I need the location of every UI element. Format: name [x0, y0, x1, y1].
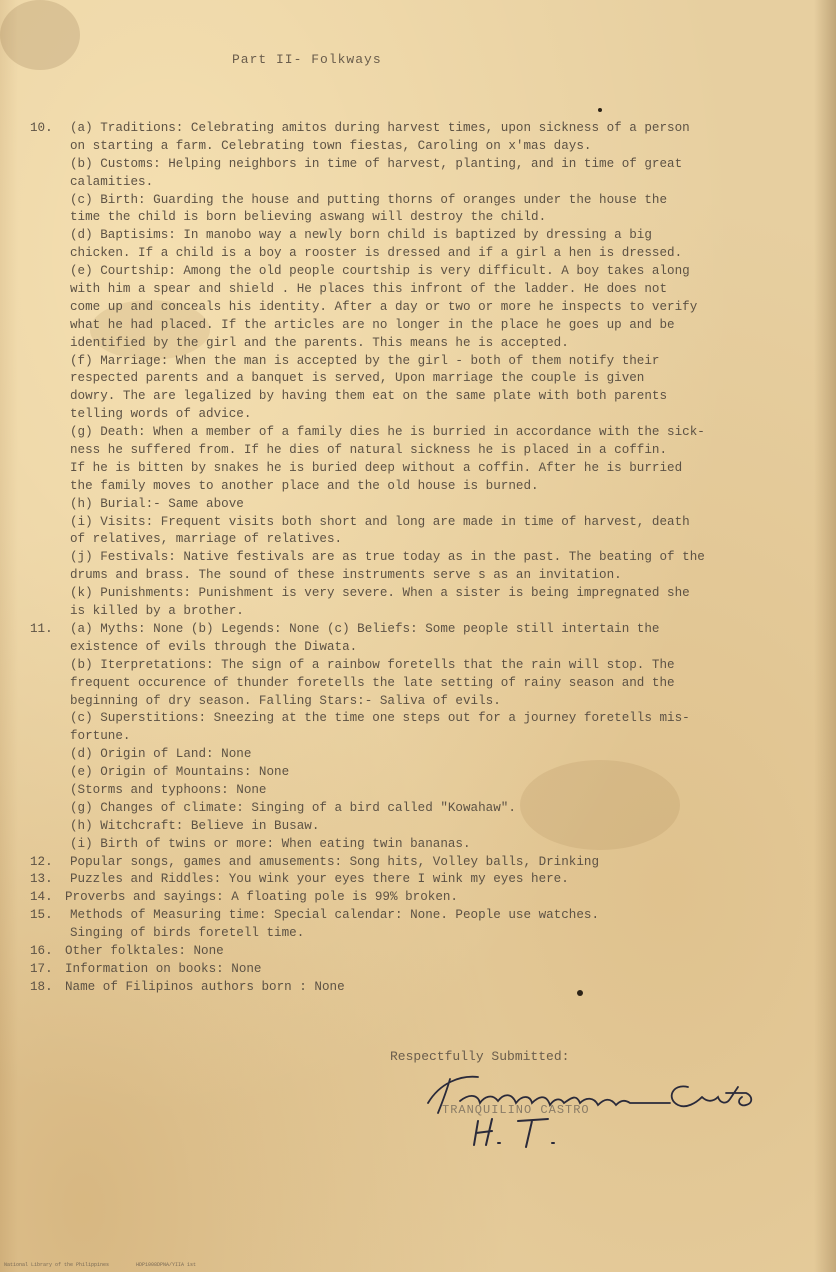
line-text: (d) Baptisims: In manobo way a newly born child is baptized by dressing a big [70, 228, 652, 243]
line-text: fortune. [70, 729, 131, 744]
text-line [30, 782, 820, 800]
text-line [30, 496, 820, 514]
line-text: (a) Traditions: Celebrating amitos during harvest times, upon sickness of a person [70, 121, 690, 135]
text-line [30, 156, 820, 174]
line-text: (h) Witchcraft: Believe in Busaw. [70, 818, 320, 833]
text-line [30, 585, 820, 603]
text-line [30, 192, 820, 210]
line-text: the family moves to another place and the old house is burned. [70, 478, 539, 493]
item-number: 15. [30, 908, 53, 923]
text-line [30, 370, 820, 388]
text-line [30, 764, 820, 782]
text-line [30, 531, 820, 549]
ink-dot [598, 108, 602, 112]
item-number: 11. [30, 621, 53, 636]
text-line [30, 388, 820, 406]
line-text: (g) Death: When a member of a family dies he is burried in accordance with the sick- [70, 425, 705, 440]
submission-label: Respectfully Submitted: [390, 1049, 570, 1064]
text-line [30, 657, 820, 675]
archive-code: HDP1008DPNA/YIIA 1st [136, 1262, 197, 1268]
item-number: 18. [30, 979, 53, 994]
line-text: identified by the girl and the parents. This means he is accepted. [70, 335, 569, 350]
line-text: Proverbs and sayings: A floating pole is 99% broken. [65, 890, 458, 905]
typed-signatory-name: TRANQUILINO CASTRO [442, 1103, 590, 1117]
line-text: (g) Changes of climate: Singing of a bird called "Kowahaw". [70, 800, 516, 815]
text-line [30, 299, 820, 317]
text-line [30, 907, 820, 925]
item-number: 14. [30, 890, 53, 905]
text-line [30, 353, 820, 371]
line-text: telling words of advice. [70, 407, 252, 422]
line-text: come up and conceals his identity. After a day or two or more he inspects to verify [70, 299, 698, 314]
document-body [30, 120, 820, 997]
text-line [30, 603, 820, 621]
text-line [30, 979, 820, 997]
line-text: ness he suffered from. If he dies of natural sickness he is placed in a coffin. [70, 443, 668, 458]
text-line [30, 281, 820, 299]
handwritten-title [470, 1115, 560, 1151]
line-text: (b) Iterpretations: The sign of a rainbow foretells that the rain will stop. The [70, 657, 675, 672]
text-line [30, 424, 820, 442]
line-text: is killed by a brother. [70, 604, 244, 619]
text-line [30, 818, 820, 836]
text-line [30, 335, 820, 353]
line-text: existence of evils through the Diwata. [70, 639, 358, 654]
item-number: 17. [30, 961, 53, 976]
line-text: (i) Birth of twins or more: When eating twin bananas. [70, 836, 471, 851]
text-line [30, 442, 820, 460]
text-line [30, 567, 820, 585]
line-text: Name of Filipinos authors born : None [65, 979, 345, 994]
line-text: Methods of Measuring time: Special calendar: None. People use watches. [70, 908, 600, 923]
text-line [30, 925, 820, 943]
text-line [30, 836, 820, 854]
line-text: Puzzles and Riddles: You wink your eyes there I wink my eyes here. [70, 872, 569, 887]
text-line [30, 728, 820, 746]
text-line [30, 406, 820, 424]
text-line [30, 800, 820, 818]
line-text: frequent occurence of thunder foretells the late setting of rainy season and the [70, 675, 675, 690]
text-line [30, 710, 820, 728]
line-text: Information on books: None [65, 961, 262, 976]
text-line [30, 961, 820, 979]
line-text: (k) Punishments: Punishment is very severe. When a sister is being impregnated she [70, 586, 690, 601]
text-line [30, 120, 820, 138]
line-text: Popular songs, games and amusements: Song hits, Volley balls, Drinking [70, 854, 600, 869]
item-number: 12. [30, 854, 53, 869]
line-text: what he had placed. If the articles are no longer in the place he goes up and be [70, 317, 675, 332]
text-line [30, 138, 820, 156]
line-text: dowry. The are legalized by having them eat on the same plate with both parents [70, 389, 668, 404]
line-text: respected parents and a banquet is served, Upon marriage the couple is given [70, 371, 645, 386]
text-line [30, 209, 820, 227]
line-text: (e) Courtship: Among the old people courtship is very difficult. A boy takes along [70, 264, 690, 279]
line-text: (c) Superstitions: Sneezing at the time one steps out for a journey foretells mis- [70, 711, 690, 726]
text-line [30, 478, 820, 496]
line-text: Singing of birds foretell time. [70, 926, 305, 941]
page-heading: Part II- Folkways [232, 52, 382, 67]
item-number: 16. [30, 943, 53, 958]
line-text: Other folktales: None [65, 943, 224, 958]
line-text: (b) Customs: Helping neighbors in time of harvest, planting, and in time of great [70, 156, 683, 171]
text-line [30, 621, 820, 639]
line-text: (a) Myths: None (b) Legends: None (c) Beliefs: Some people still intertain the [70, 621, 660, 636]
paper-stain [0, 0, 80, 70]
item-number: 13. [30, 872, 53, 887]
line-text: (i) Visits: Frequent visits both short and long are made in time of harvest, death [70, 514, 690, 529]
line-text: (d) Origin of Land: None [70, 747, 252, 762]
text-line [30, 174, 820, 192]
line-text: (f) Marriage: When the man is accepted by the girl - both of them notify their [70, 353, 660, 368]
text-line [30, 460, 820, 478]
line-text: beginning of dry season. Falling Stars:- Saliva of evils. [70, 693, 501, 708]
line-text: drums and brass. The sound of these instruments serve s as an invitation. [70, 568, 622, 583]
line-text: (j) Festivals: Native festivals are as true today as in the past. The beating of the [70, 550, 705, 565]
archive-footer [4, 1262, 220, 1268]
text-line [30, 549, 820, 567]
library-credit: National Library of the Philippines [4, 1262, 110, 1268]
text-line [30, 854, 820, 872]
text-line [30, 889, 820, 907]
line-text: calamities. [70, 174, 154, 189]
text-line [30, 746, 820, 764]
text-line [30, 943, 820, 961]
line-text: (Storms and typhoons: None [70, 782, 267, 797]
text-line [30, 227, 820, 245]
line-text: on starting a farm. Celebrating town fiestas, Caroling on x'mas days. [70, 138, 592, 153]
text-line [30, 317, 820, 335]
line-text: (h) Burial:- Same above [70, 496, 244, 511]
line-text: If he is bitten by snakes he is buried deep without a coffin. After he is burried [70, 460, 683, 475]
text-line [30, 871, 820, 889]
text-line [30, 693, 820, 711]
line-text: (e) Origin of Mountains: None [70, 765, 290, 780]
line-text: time the child is born believing aswang will destroy the child. [70, 210, 547, 225]
line-text: with him a spear and shield . He places this infront of the ladder. He does not [70, 282, 668, 297]
text-line [30, 639, 820, 657]
line-text: (c) Birth: Guarding the house and putting thorns of oranges under the house the [70, 192, 668, 207]
line-text: of relatives, marriage of relatives. [70, 532, 343, 547]
text-line [30, 514, 820, 532]
text-line [30, 263, 820, 281]
line-text: chicken. If a child is a boy a rooster is dressed and if a girl a hen is dressed. [70, 246, 683, 261]
text-line [30, 245, 820, 263]
signature-block [390, 1045, 790, 1155]
item-number: 10. [30, 121, 53, 135]
text-line [30, 675, 820, 693]
